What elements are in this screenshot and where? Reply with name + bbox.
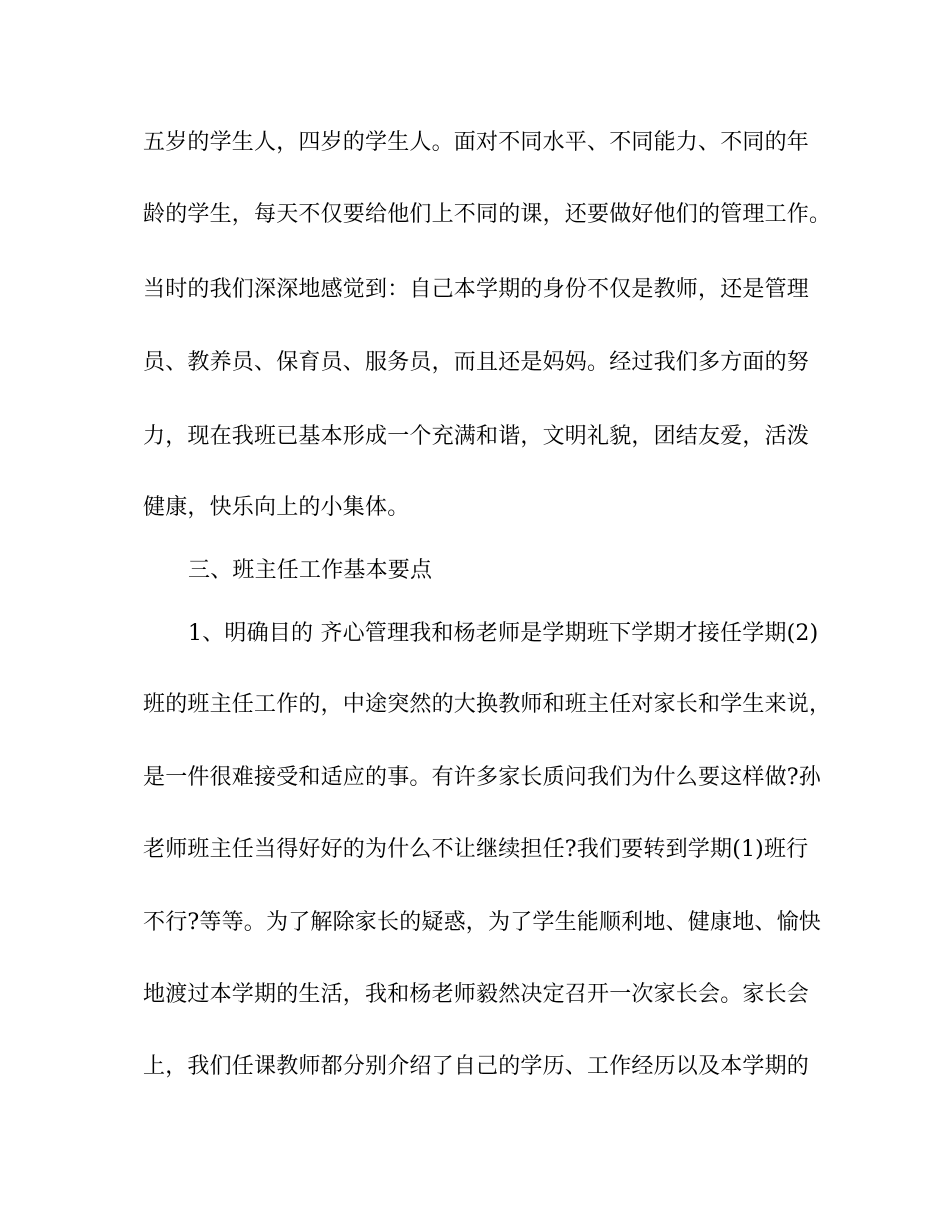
paragraph-line: 是一件很难接受和适应的事。有许多家长质问我们为什么要这样做?孙	[143, 765, 821, 790]
paragraph-line: 老师班主任当得好好的为什么不让继续担任?我们要转到学期(1)班行	[143, 837, 809, 862]
paragraph-line: 龄的学生，每天不仅要给他们上不同的课，还要做好他们的管理工作。	[143, 202, 832, 227]
paragraph-line: 1、明确目的 齐心管理我和杨老师是学期班下学期才接任学期(2)	[188, 621, 819, 646]
section-heading: 三、班主任工作基本要点	[188, 558, 433, 583]
paragraph-line: 班的班主任工作的，中途突然的大换教师和班主任对家长和学生来说，	[143, 692, 832, 717]
paragraph-line: 地渡过本学期的生活，我和杨老师毅然决定召开一次家长会。家长会	[143, 982, 810, 1007]
paragraph-line: 不行?等等。为了解除家长的疑惑，为了学生能顺利地、健康地、愉快	[143, 910, 821, 935]
paragraph-line: 当时的我们深深地感觉到：自己本学期的身份不仅是教师，还是管理	[143, 277, 810, 302]
paragraph-line: 员、教养员、保育员、服务员，而且还是妈妈。经过我们多方面的努	[143, 350, 810, 375]
paragraph-line: 健康，快乐向上的小集体。	[143, 495, 410, 520]
paragraph-line: 五岁的学生人，四岁的学生人。面对不同水平、不同能力、不同的年	[143, 130, 810, 155]
paragraph-line: 上，我们任课教师都分别介绍了自己的学历、工作经历以及本学期的	[143, 1054, 810, 1079]
paragraph-line: 力，现在我班已基本形成一个充满和谐，文明礼貌，团结友爱，活泼	[143, 424, 810, 449]
